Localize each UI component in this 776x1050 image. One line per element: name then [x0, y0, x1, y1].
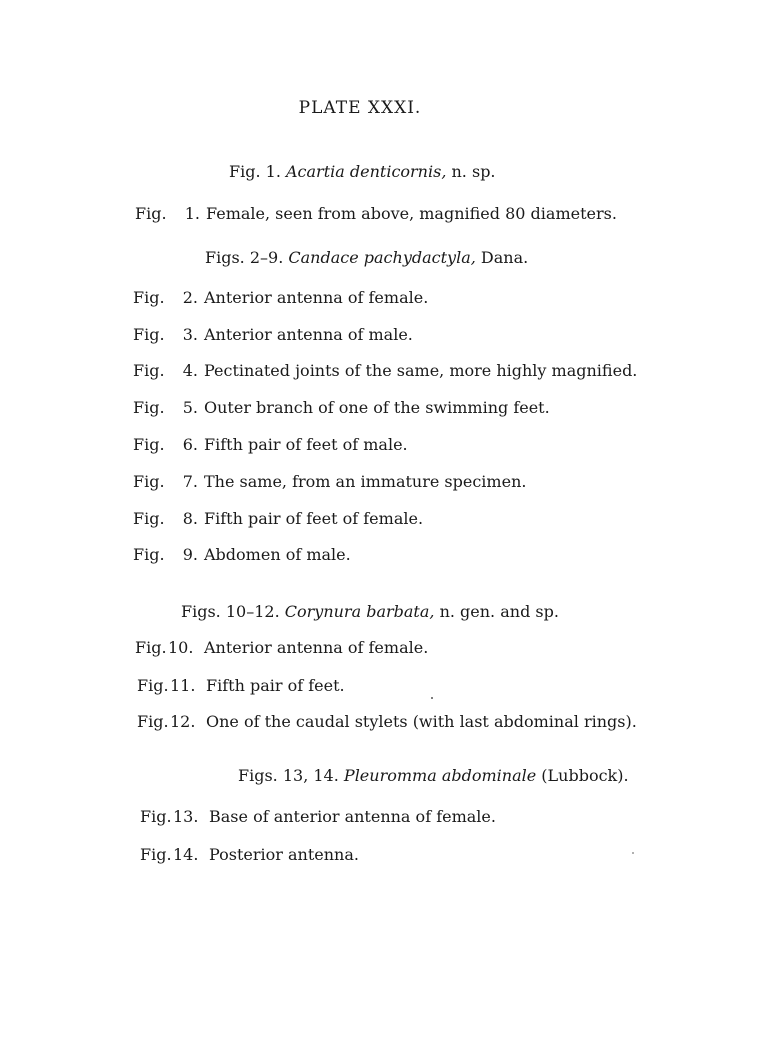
- figure-text: Anterior antenna of female.: [204, 638, 429, 657]
- figure-number: 14.: [173, 845, 199, 864]
- figure-label: Fig.: [135, 204, 167, 223]
- heading-prefix: Figs. 13, 14.: [238, 766, 339, 785]
- figure-label: Fig.: [140, 807, 172, 826]
- figure-caption: [133, 472, 526, 491]
- figure-caption: [137, 712, 637, 731]
- figure-number: 9.: [182, 545, 198, 564]
- figure-text: The same, from an immature specimen.: [204, 472, 527, 491]
- figure-number: 1.: [184, 204, 200, 223]
- figure-caption: [133, 361, 637, 380]
- figure-label: Fig.: [133, 361, 165, 380]
- figure-label: Fig.: [133, 398, 165, 417]
- plate-title: PLATE XXXI.: [298, 98, 422, 118]
- figure-caption: [135, 638, 428, 657]
- figure-number: 3.: [182, 325, 198, 344]
- figure-number: 5.: [182, 398, 198, 417]
- heading-species: Acartia denticornis,: [286, 162, 447, 181]
- heading-prefix: Figs. 2–9.: [205, 248, 284, 267]
- figure-label: Fig.: [133, 472, 165, 491]
- figure-text: One of the caudal stylets (with last abdominal rings).: [206, 712, 637, 731]
- figure-caption: [140, 845, 359, 864]
- heading-prefix: Fig. 1.: [229, 162, 281, 181]
- figure-caption: [133, 288, 428, 307]
- figure-text: Abdomen of male.: [204, 545, 351, 564]
- figure-number: 8.: [182, 509, 198, 528]
- heading-suffix: Dana.: [480, 248, 529, 267]
- section-heading: [238, 766, 629, 785]
- heading-prefix: Figs. 10–12.: [181, 602, 280, 621]
- heading-species: Pleuromma abdominale: [343, 766, 537, 785]
- figure-caption: [133, 545, 351, 564]
- figure-label: Fig.: [133, 435, 165, 454]
- figure-text: Fifth pair of feet.: [206, 676, 345, 695]
- figure-label: Fig.: [140, 845, 172, 864]
- figure-number: 4.: [182, 361, 198, 380]
- figure-caption: [135, 204, 617, 223]
- figure-label: Fig.: [133, 288, 165, 307]
- figure-text: Posterior antenna.: [209, 845, 359, 864]
- figure-caption: [133, 509, 423, 528]
- figure-caption: [137, 676, 345, 695]
- figure-caption: [133, 325, 413, 344]
- section-heading: [181, 602, 559, 621]
- figure-label: Fig.: [137, 676, 169, 695]
- heading-suffix: (Lubbock).: [541, 766, 629, 785]
- figure-text: Fifth pair of feet of female.: [204, 509, 424, 528]
- figure-number: 13.: [173, 807, 199, 826]
- section-heading: [229, 162, 496, 181]
- figure-text: Fifth pair of feet of male.: [204, 435, 408, 454]
- figure-text: Base of anterior antenna of female.: [209, 807, 496, 826]
- figure-caption: [140, 807, 496, 826]
- print-speck: [632, 852, 634, 854]
- print-speck: [431, 697, 433, 699]
- figure-text: Outer branch of one of the swimming feet.: [204, 398, 550, 417]
- figure-number: 6.: [182, 435, 198, 454]
- heading-suffix: n. sp.: [451, 162, 496, 181]
- figure-label: Fig.: [137, 712, 169, 731]
- figure-text: Anterior antenna of female.: [204, 288, 429, 307]
- heading-species: Candace pachydactyla,: [288, 248, 476, 267]
- figure-label: Fig.: [133, 509, 165, 528]
- figure-label: Fig.: [135, 638, 167, 657]
- figure-text: Anterior antenna of male.: [204, 325, 413, 344]
- figure-number: 12.: [170, 712, 196, 731]
- figure-caption: [133, 398, 550, 417]
- figure-number: 2.: [182, 288, 198, 307]
- figure-number: 11.: [170, 676, 196, 695]
- section-heading: [205, 248, 528, 267]
- figure-caption: [133, 435, 408, 454]
- figure-text: Pectinated joints of the same, more highly magnified.: [204, 361, 638, 380]
- heading-suffix: n. gen. and sp.: [439, 602, 559, 621]
- figure-number: 10.: [168, 638, 194, 657]
- figure-label: Fig.: [133, 545, 165, 564]
- figure-label: Fig.: [133, 325, 165, 344]
- heading-species: Corynura barbata,: [284, 602, 435, 621]
- figure-number: 7.: [182, 472, 198, 491]
- figure-text: Female, seen from above, magnified 80 diameters.: [206, 204, 617, 223]
